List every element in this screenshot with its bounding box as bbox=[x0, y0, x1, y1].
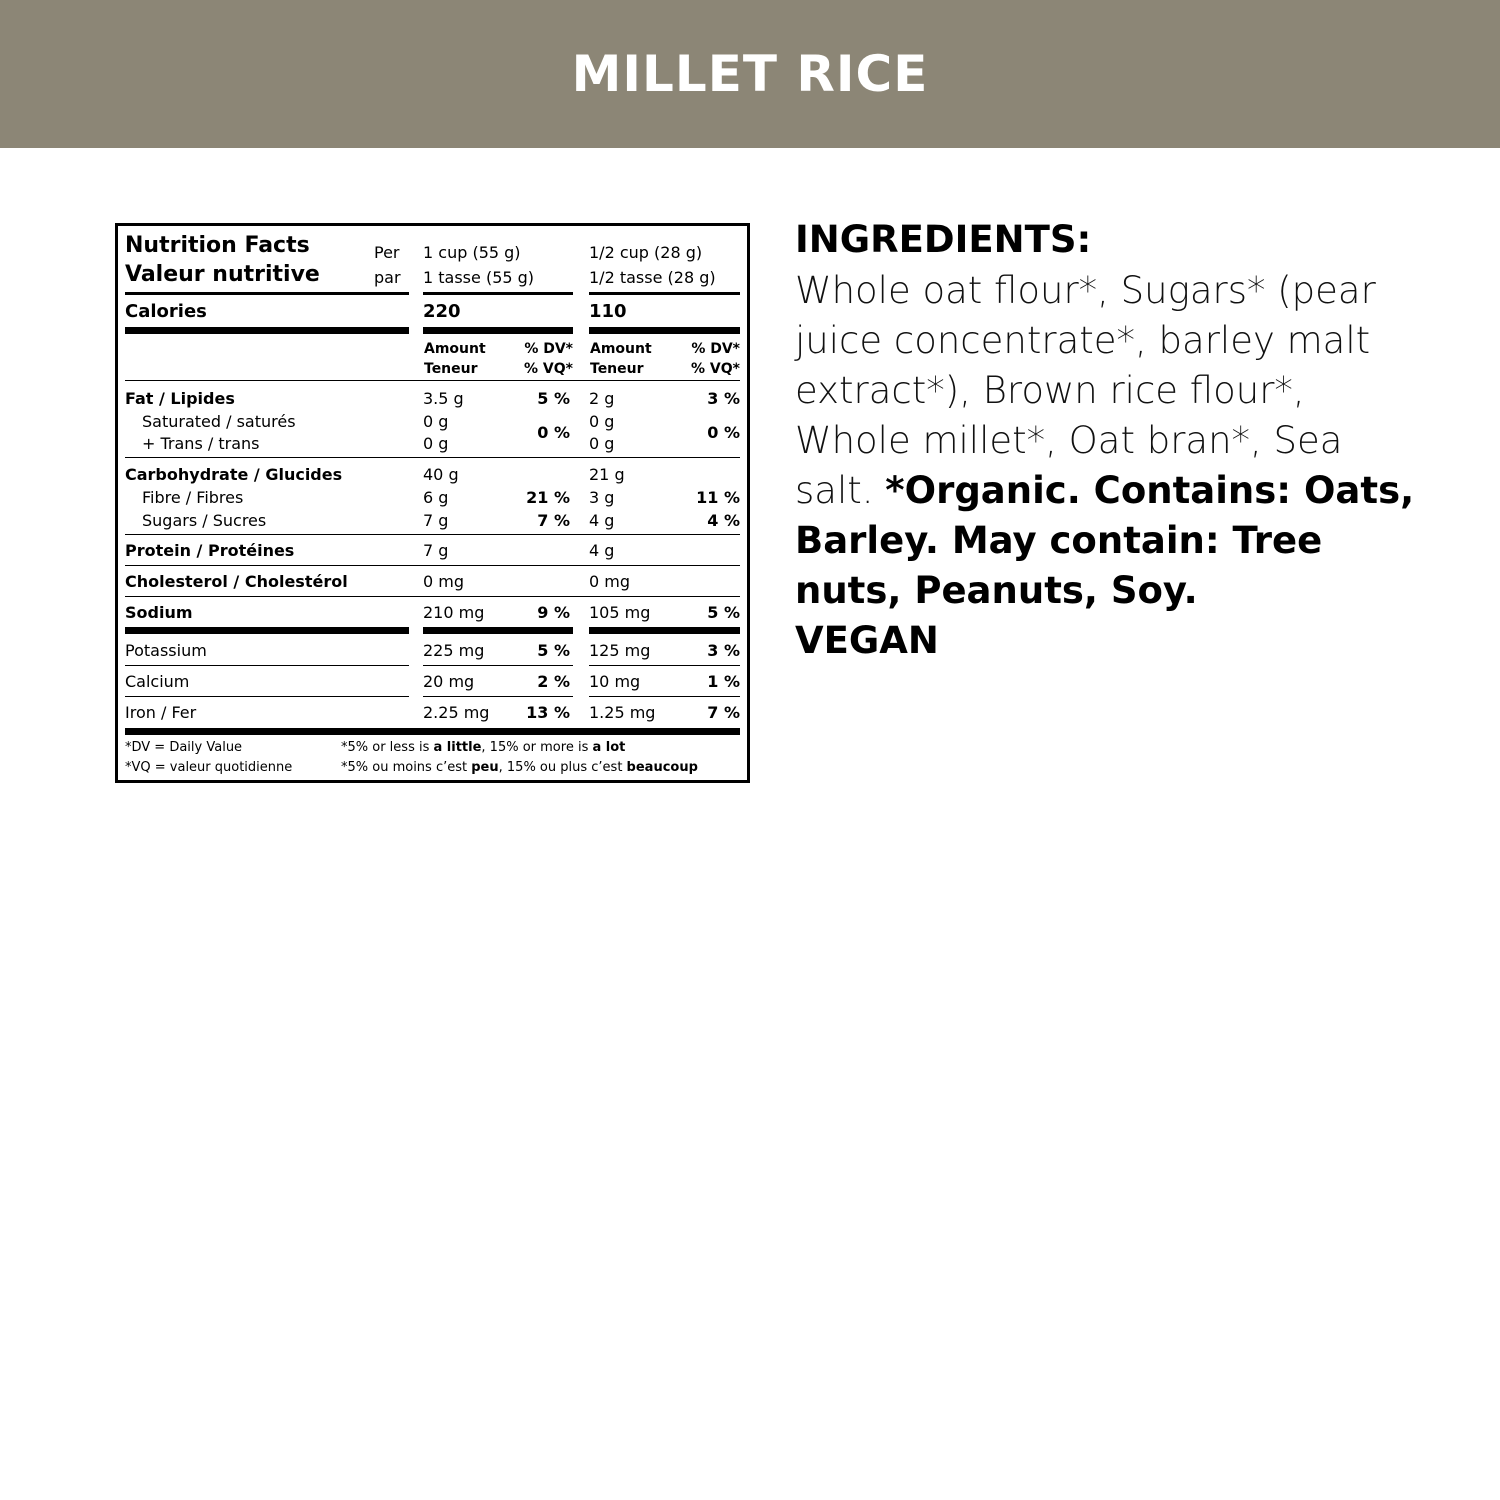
amount-header-fr: Teneur bbox=[424, 361, 478, 377]
row-cholesterol-label: Cholesterol / Cholestérol bbox=[125, 572, 348, 591]
divider bbox=[125, 696, 409, 697]
row-iron-amount1: 2.25 mg bbox=[423, 703, 490, 722]
row-potassium-label: Potassium bbox=[125, 641, 207, 660]
row-sodium-dv1: 9 % bbox=[537, 603, 570, 622]
divider bbox=[125, 565, 740, 566]
row-cholesterol-amount1: 0 mg bbox=[423, 572, 465, 591]
row-calcium-amount1: 20 mg bbox=[423, 672, 475, 691]
row-fat-amount1: 3.5 g bbox=[423, 389, 464, 408]
row-sugars-dv1: 7 % bbox=[537, 511, 570, 530]
ingredients-list: Whole oat flour*, Sugars* (pear juice concentrate*, barley malt extract*), Brown rice flour*, Whole millet*, Oat bran*, Sea salt. bbox=[795, 269, 1376, 512]
dv-header-fr: % VQ* bbox=[524, 361, 573, 377]
row-potassium-dv1: 5 % bbox=[537, 641, 570, 660]
title-banner bbox=[0, 0, 1500, 148]
row-sugars-dv2: 4 % bbox=[707, 511, 740, 530]
divider bbox=[423, 696, 573, 697]
row-sat-trans-dv1: 0 % bbox=[537, 423, 570, 442]
row-fat-amount2: 2 g bbox=[589, 389, 615, 408]
row-sodium-label: Sodium bbox=[125, 603, 193, 622]
calories-serving1: 220 bbox=[423, 301, 461, 322]
row-saturated-amount2: 0 g bbox=[589, 412, 615, 431]
thick-divider bbox=[125, 627, 409, 634]
ingredients-title: INGREDIENTS: bbox=[795, 218, 1092, 261]
row-fibre-dv1: 21 % bbox=[526, 488, 570, 507]
calories-serving2: 110 bbox=[589, 301, 627, 322]
dv-header-en: % DV* bbox=[524, 341, 573, 357]
footnote-vq: *VQ = valeur quotidienne bbox=[125, 760, 293, 775]
nutrition-title-en: Nutrition Facts bbox=[125, 233, 310, 258]
divider bbox=[125, 380, 740, 381]
per-label-en: Per bbox=[374, 243, 400, 262]
thick-divider bbox=[589, 327, 740, 334]
row-fat-dv1: 5 % bbox=[537, 389, 570, 408]
row-sodium-amount1: 210 mg bbox=[423, 603, 485, 622]
thick-divider bbox=[125, 728, 740, 735]
thick-divider bbox=[423, 327, 573, 334]
dv-header-en-2: % DV* bbox=[691, 341, 740, 357]
product-title: MILLET RICE bbox=[571, 45, 929, 103]
dv-header-fr-2: % VQ* bbox=[691, 361, 740, 377]
row-sodium-amount2: 105 mg bbox=[589, 603, 651, 622]
footnote-dv: *DV = Daily Value bbox=[125, 740, 243, 755]
row-cholesterol-amount2: 0 mg bbox=[589, 572, 631, 591]
row-sugars-amount2: 4 g bbox=[589, 511, 615, 530]
row-fibre-dv2: 11 % bbox=[696, 488, 740, 507]
row-fat-dv2: 3 % bbox=[707, 389, 740, 408]
divider bbox=[125, 292, 409, 295]
row-protein-label: Protein / Protéines bbox=[125, 541, 295, 560]
row-potassium-amount2: 125 mg bbox=[589, 641, 651, 660]
row-sodium-dv2: 5 % bbox=[707, 603, 740, 622]
row-carb-label: Carbohydrate / Glucides bbox=[125, 465, 343, 484]
row-calcium-label: Calcium bbox=[125, 672, 190, 691]
row-calcium-dv2: 1 % bbox=[707, 672, 740, 691]
row-iron-dv1: 13 % bbox=[526, 703, 570, 722]
row-fibre-amount1: 6 g bbox=[423, 488, 449, 507]
footnote-scale-fr: *5% ou moins c’est peu, 15% ou plus c’est beaucoup bbox=[341, 760, 698, 775]
divider bbox=[589, 696, 740, 697]
allergen-statement: *Organic. Contains: Oats, Barley. May contain: Tree nuts, Peanuts, Soy. bbox=[795, 469, 1415, 612]
serving2-en: 1/2 cup (28 g) bbox=[589, 243, 703, 262]
row-sat-trans-dv2: 0 % bbox=[707, 423, 740, 442]
divider bbox=[423, 665, 573, 666]
row-carb-amount1: 40 g bbox=[423, 465, 459, 484]
row-calcium-dv1: 2 % bbox=[537, 672, 570, 691]
serving2-fr: 1/2 tasse (28 g) bbox=[589, 268, 716, 287]
row-trans-amount1: 0 g bbox=[423, 434, 449, 453]
divider bbox=[125, 457, 740, 458]
row-sugars-amount1: 7 g bbox=[423, 511, 449, 530]
divider bbox=[125, 596, 740, 597]
divider bbox=[423, 292, 573, 295]
serving1-fr: 1 tasse (55 g) bbox=[423, 268, 535, 287]
ingredients-text bbox=[795, 266, 1415, 616]
nutrition-facts-table bbox=[115, 223, 750, 783]
divider bbox=[589, 665, 740, 666]
row-potassium-dv2: 3 % bbox=[707, 641, 740, 660]
row-iron-label: Iron / Fer bbox=[125, 703, 197, 722]
row-iron-amount2: 1.25 mg bbox=[589, 703, 656, 722]
thick-divider bbox=[423, 627, 573, 634]
calories-label: Calories bbox=[125, 301, 207, 322]
row-trans-amount2: 0 g bbox=[589, 434, 615, 453]
divider bbox=[125, 534, 740, 535]
row-saturated-amount1: 0 g bbox=[423, 412, 449, 431]
row-fibre-amount2: 3 g bbox=[589, 488, 615, 507]
row-fat-label: Fat / Lipides bbox=[125, 389, 235, 408]
row-trans-label: + Trans / trans bbox=[142, 434, 260, 453]
nutrition-title-fr: Valeur nutritive bbox=[125, 262, 320, 287]
ingredients-panel bbox=[795, 214, 1415, 666]
row-carb-amount2: 21 g bbox=[589, 465, 625, 484]
row-sugars-label: Sugars / Sucres bbox=[142, 511, 267, 530]
row-protein-amount1: 7 g bbox=[423, 541, 449, 560]
serving1-en: 1 cup (55 g) bbox=[423, 243, 521, 262]
row-iron-dv2: 7 % bbox=[707, 703, 740, 722]
amount-header-en: Amount bbox=[424, 341, 486, 357]
row-potassium-amount1: 225 mg bbox=[423, 641, 485, 660]
row-fibre-label: Fibre / Fibres bbox=[142, 488, 244, 507]
thick-divider bbox=[589, 627, 740, 634]
divider bbox=[125, 665, 409, 666]
amount-header-fr-2: Teneur bbox=[590, 361, 644, 377]
divider bbox=[589, 292, 740, 295]
vegan-label: VEGAN bbox=[795, 619, 939, 662]
per-label-fr: par bbox=[374, 268, 401, 287]
thick-divider bbox=[125, 327, 409, 334]
row-saturated-label: Saturated / saturés bbox=[142, 412, 296, 431]
row-calcium-amount2: 10 mg bbox=[589, 672, 641, 691]
row-protein-amount2: 4 g bbox=[589, 541, 615, 560]
amount-header-en-2: Amount bbox=[590, 341, 652, 357]
footnote-scale-en: *5% or less is a little, 15% or more is a lot bbox=[341, 740, 626, 755]
